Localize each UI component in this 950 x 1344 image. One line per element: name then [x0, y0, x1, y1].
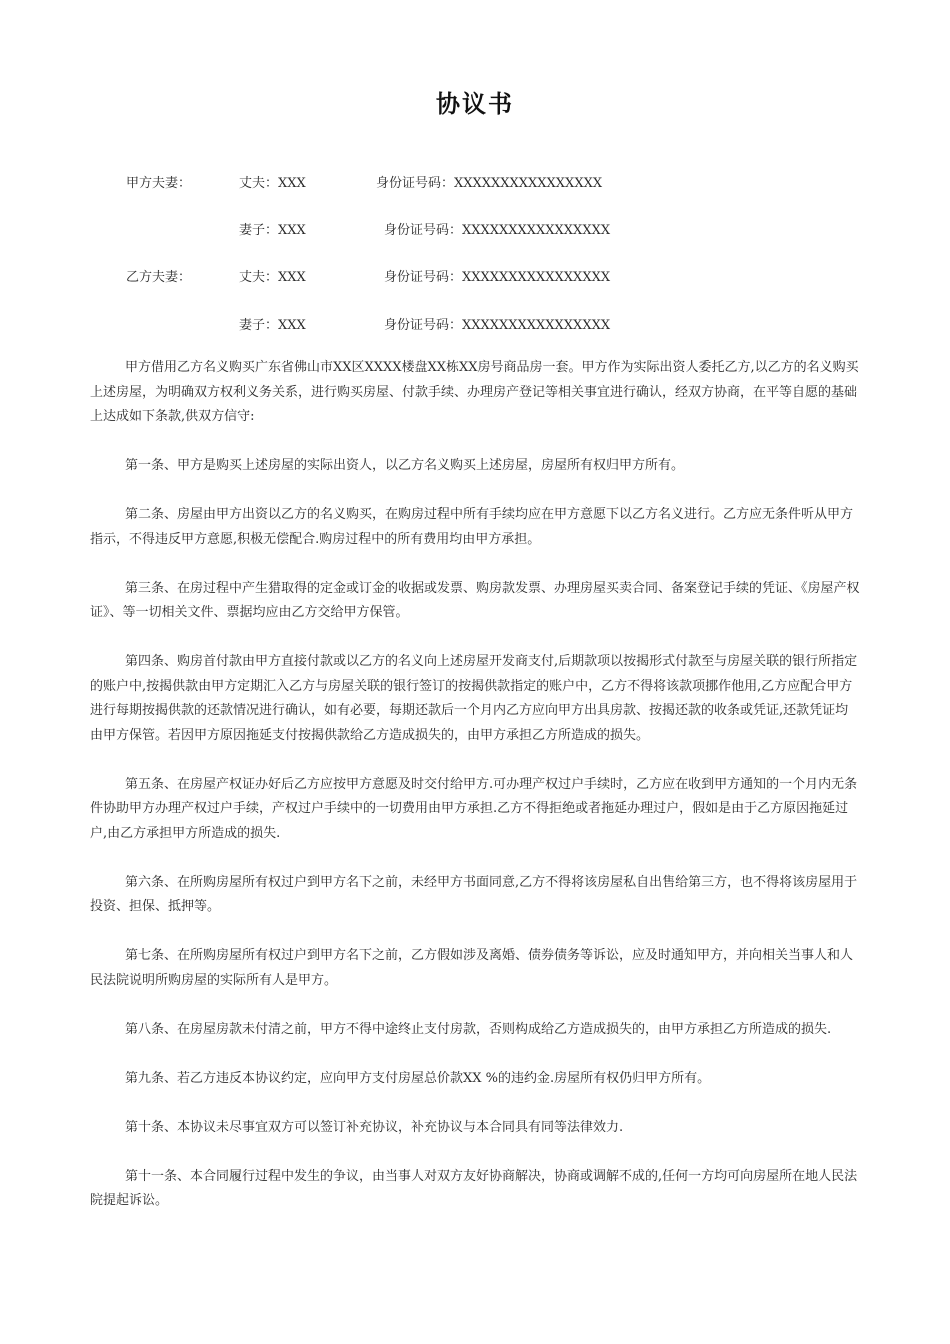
party-label: 甲方夫妻： — [126, 176, 192, 191]
clause-10: 第十条、本协议未尽事宜双方可以签订补充协议，补充协议与本合同具有同等法律效力. — [125, 1119, 624, 1135]
party-label: 乙方夫妻： — [126, 270, 192, 285]
clause-1: 第一条、甲方是购买上述房屋的实际出资人，以乙方名义购买上述房屋，房屋所有权归甲方所有。 — [125, 458, 685, 473]
clause-8: 第八条、在房屋房款未付清之前，甲方不得中途终止支付房款，否则构成给乙方造成损失的，由甲方承担乙方所造成的损失. — [125, 1021, 832, 1037]
clause-4: 第四条、购房首付款由甲方直接付款或以乙方的名义向上述房屋开发商支付,后期款项以按揭形式付款至与房屋关联的银行所指定的账户中,按揭供款由甲方定期汇入乙方与房屋关联的银行签订的按揭供款指定的账户中，乙方不得将该款项挪作他用,乙方应配合甲方进行每期按揭供款的还款情况进行确认，如有必要，每期还款后一个月内乙方应向甲方出具房款、按揭还款的收条或凭证,还款凭证均由甲方保管。若因甲方原因拖延支付按揭供款给乙方造成损失的，由甲方承担乙方所造成的损失。 — [90, 654, 858, 743]
clause-9: 第九条、若乙方违反本协议约定，应向甲方支付房屋总价款XX %的违约金.房屋所有权仍归甲方所有。 — [125, 1070, 711, 1086]
party-role: 丈夫：XXX — [239, 176, 306, 191]
party-role: 丈夫：XXX — [239, 270, 306, 285]
clause-7: 第七条、在所购房屋所有权过户到甲方名下之前，乙方假如涉及离婚、债券债务等诉讼，应及时通知甲方，并向相关当事人和人民法院说明所购房屋的实际所有人是甲方。 — [90, 948, 854, 988]
party-role: 妻子：XXX — [239, 223, 306, 238]
agreement-body — [90, 356, 860, 1238]
party-role: 妻子：XXX — [239, 318, 306, 333]
clause-3: 第三条、在房过程中产生猎取得的定金或订金的收据或发票、购房款发票、办理房屋买卖合同、备案登记手续的凭证、《房屋产权证》、等一切相关文件、票据均应由乙方交给甲方保管。 — [90, 580, 860, 620]
clause-5: 第五条、在房屋产权证办好后乙方应按甲方意愿及时交付给甲方.可办理产权过户手续时，乙方应在收到甲方通知的一个月内无条件协助甲方办理产权过户手续，产权过户手续中的一切费用由甲方承担.乙方不得拒绝或者拖延办理过户，假如是由于乙方原因拖延过户,由乙方承担甲方所造成的损失. — [90, 776, 858, 841]
party-id-number: 身份证号码：XXXXXXXXXXXXXXXX — [384, 223, 611, 238]
party-id-number: 身份证号码：XXXXXXXXXXXXXXXX — [384, 270, 611, 285]
party-id-number: 身份证号码：XXXXXXXXXXXXXXXX — [384, 318, 611, 333]
clause-6: 第六条、在所购房屋所有权过户到甲方名下之前，未经甲方书面同意,乙方不得将该房屋私自出售给第三方，也不得将该房屋用于投资、担保、抵押等。 — [90, 874, 858, 914]
party-id-number: 身份证号码：XXXXXXXXXXXXXXXX — [376, 176, 603, 191]
document-title: 协议书 — [436, 90, 514, 118]
preamble-paragraph: 甲方借用乙方名义购买广东省佛山市XX区XXXX楼盘XX栋XX房号商品房一套。甲方作为实际出资人委托乙方,以乙方的名义购买上述房屋，为明确双方权利义务关系，进行购买房屋、付款手续、办理房产登记等相关事宜进行确认，经双方协商，在平等自愿的基础上达成如下条款,供双方信守: — [90, 360, 859, 424]
clause-2: 第二条、房屋由甲方出资以乙方的名义购买，在购房过程中所有手续均应在甲方意愿下以乙方名义进行。乙方应无条件听从甲方指示，不得违反甲方意愿,积极无偿配合.购房过程中的所有费用均由甲方承担。 — [90, 507, 854, 547]
clause-11: 第十一条、本合同履行过程中发生的争议，由当事人对双方友好协商解决，协商或调解不成的,任何一方均可向房屋所在地人民法院提起诉讼。 — [90, 1168, 858, 1208]
